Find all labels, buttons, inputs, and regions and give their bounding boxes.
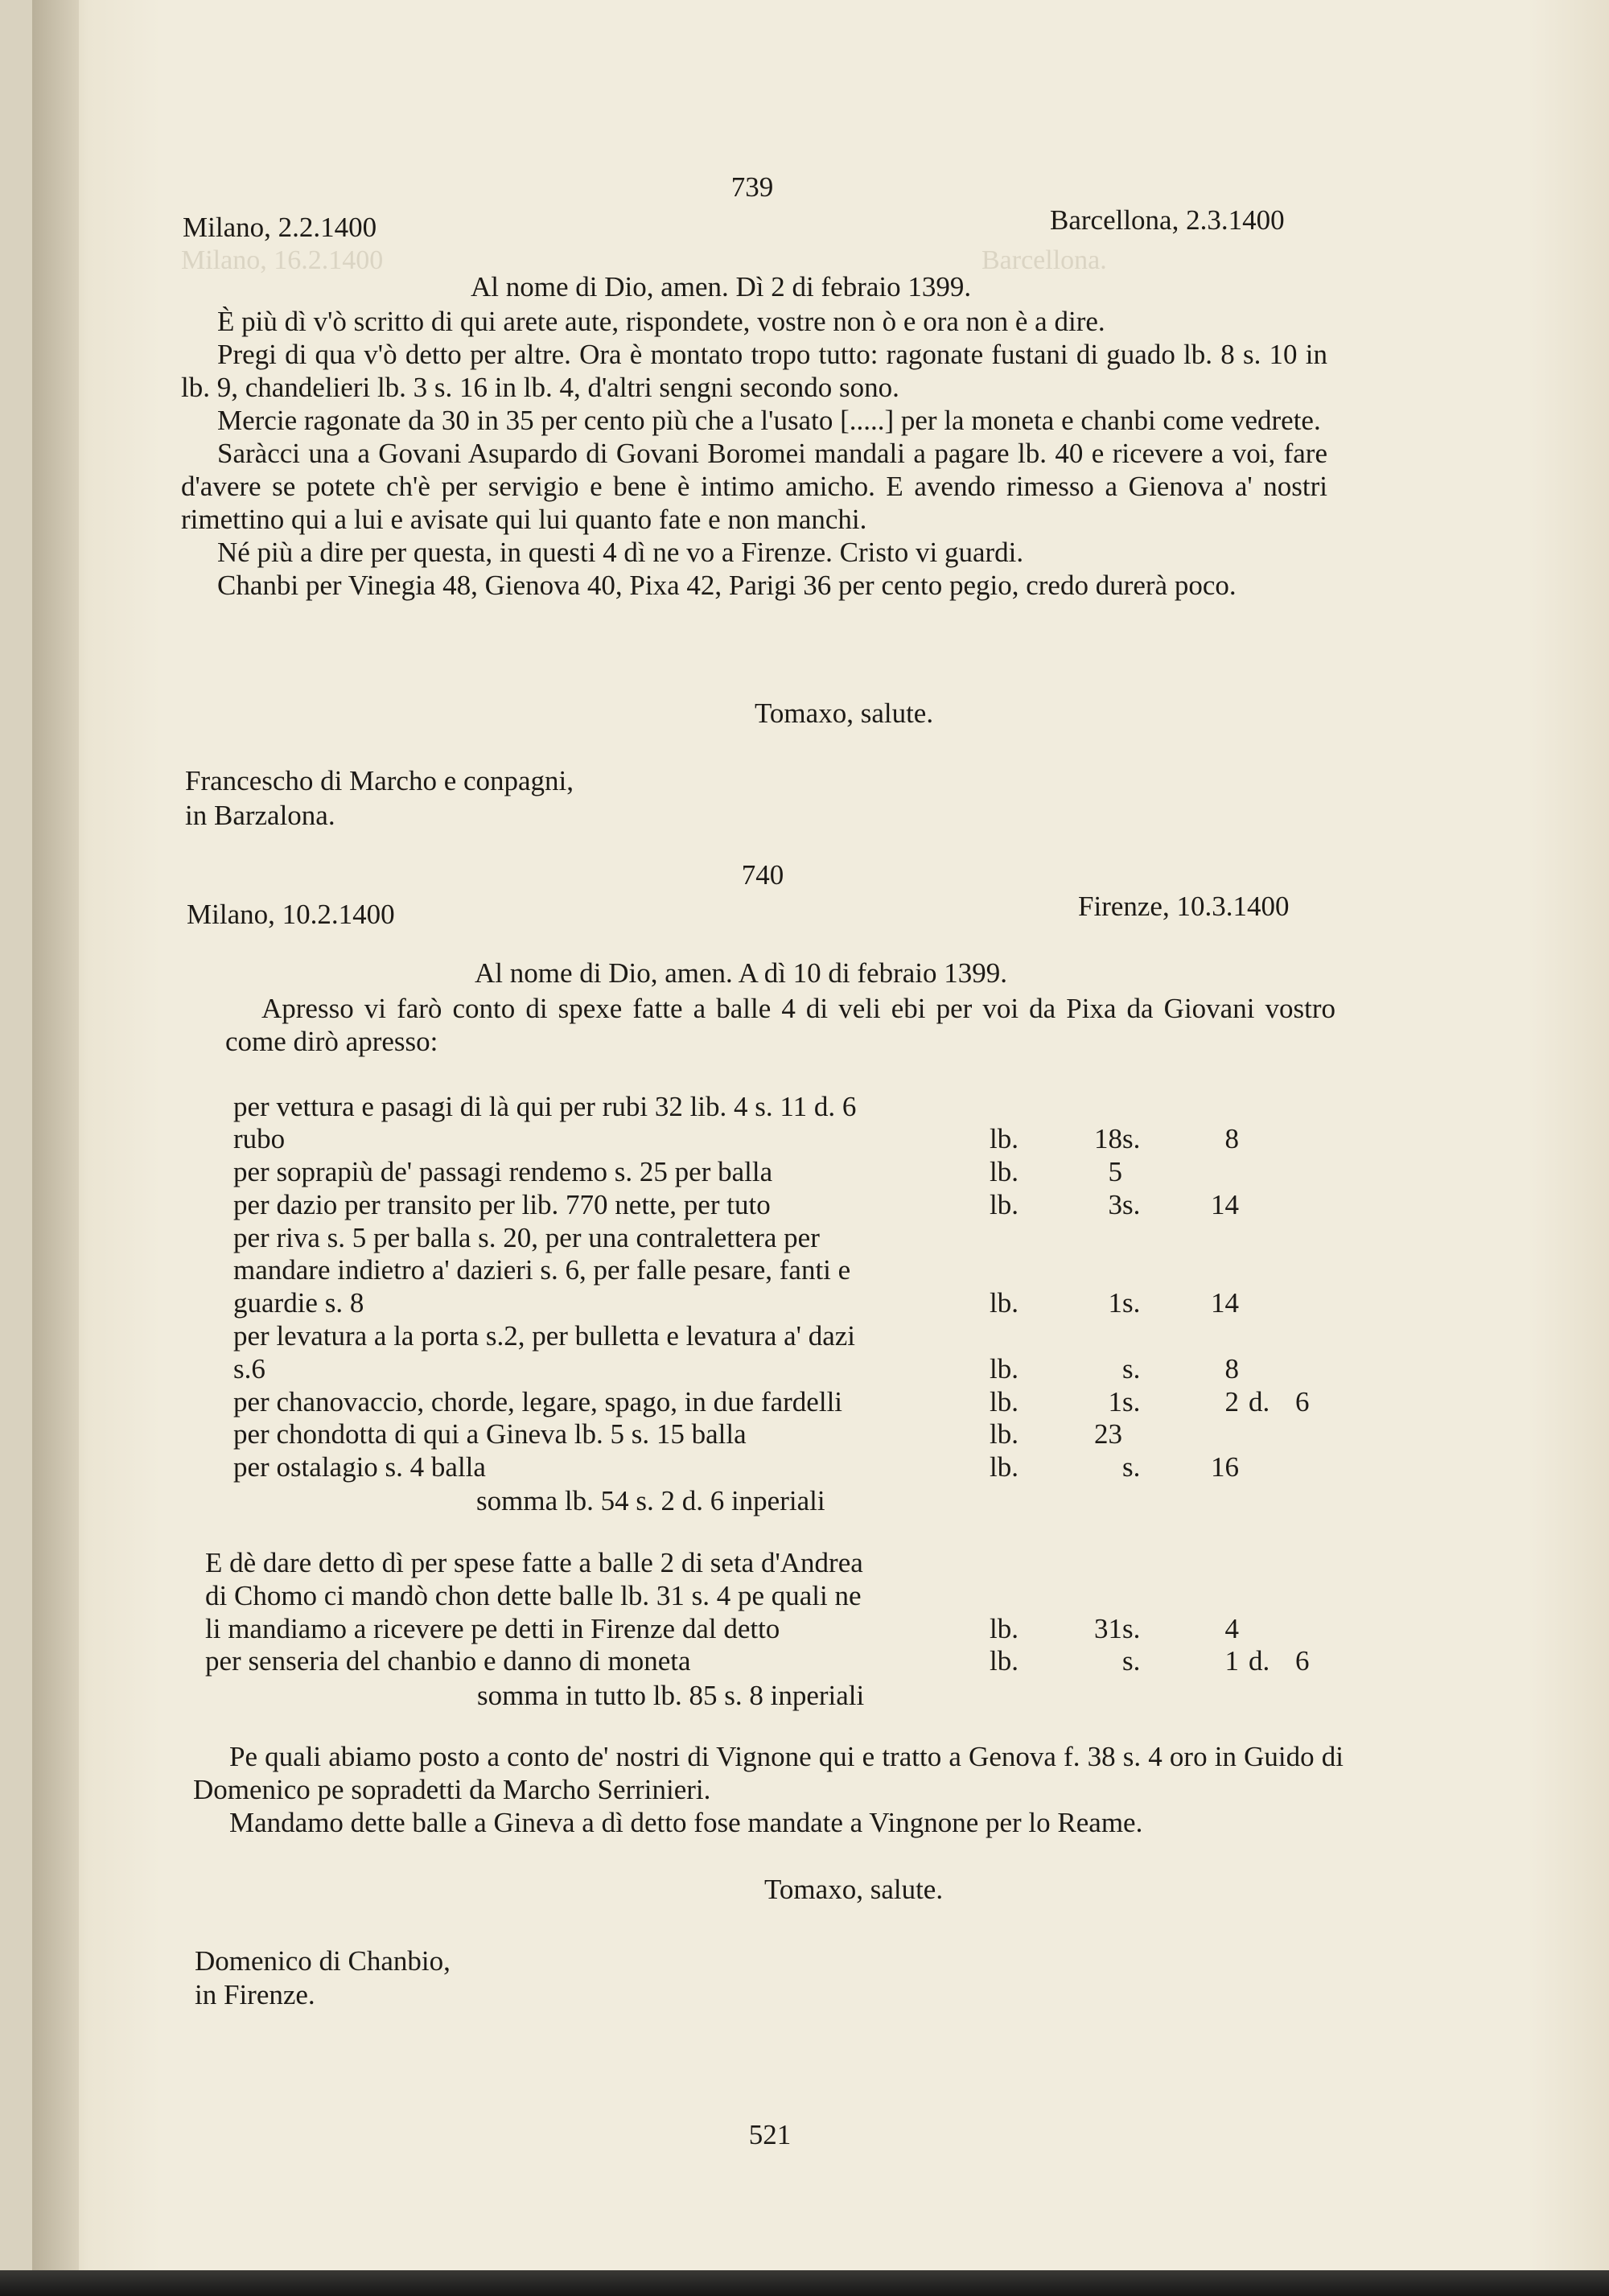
table-row	[205, 1613, 1315, 1645]
table-cell: s.	[1122, 1353, 1141, 1385]
table-cell: 6	[1295, 1645, 1310, 1677]
table-cell: rubo	[233, 1123, 286, 1154]
table-sum: somma in tutto lb. 85 s. 8 inperiali	[477, 1680, 865, 1711]
letter-body	[193, 1740, 1344, 1839]
table-cell: 8	[1224, 1123, 1239, 1154]
table-cell: 16	[1211, 1451, 1239, 1483]
table-row	[233, 1386, 1344, 1418]
table-cell: lb.	[990, 1645, 1018, 1677]
paragraph: Chanbi per Vinegia 48, Gienova 40, Pixa 42, Parigi 36 per cento pegio, credo durerà poco.	[217, 570, 1237, 601]
table-cell: lb.	[990, 1418, 1018, 1450]
table-cell: 1	[1108, 1386, 1122, 1418]
table-row	[205, 1645, 1315, 1677]
paragraph: Né più a dire per questa, in questi 4 dì ne vo a Firenze. Cristo vi guardi.	[217, 537, 1024, 568]
letter-origin: Milano, 10.2.1400	[187, 899, 395, 930]
paragraph: Mandamo dette balle a Gineva a dì detto fose mandate a Vingnone per lo Reame.	[229, 1807, 1143, 1838]
letter-destination: Barcellona, 2.3.1400	[1050, 204, 1285, 236]
table-cell: lb.	[990, 1353, 1018, 1385]
letter-origin: Milano, 2.2.1400	[183, 212, 377, 243]
table-row	[233, 1123, 1344, 1155]
table-row	[233, 1353, 1344, 1385]
bleed-through-text: Milano, 16.2.1400	[181, 245, 384, 275]
table-cell: per vettura e pasagi di là qui per rubi 32 lib. 4 s. 11 d. 6	[233, 1091, 857, 1122]
table-cell: 6	[1295, 1386, 1310, 1418]
letter-salutation: Al nome di Dio, amen. A dì 10 di febraio 1399.	[475, 957, 1007, 989]
table-row	[233, 1156, 1344, 1188]
table-cell: per chanovaccio, chorde, legare, spago, in due fardelli	[233, 1386, 843, 1418]
letter-number: 740	[741, 859, 784, 891]
book-spine	[32, 0, 79, 2296]
address-line: Domenico di Chanbio,	[195, 1945, 451, 1977]
address-line: Francescho di Marcho e conpagni,	[185, 765, 574, 796]
table-row	[233, 1451, 1344, 1483]
table-cell: per levatura a la porta s.2, per bulletta e levatura a' dazi	[233, 1320, 856, 1352]
table-row	[233, 1091, 1344, 1123]
table-cell: per riva s. 5 per balla s. 20, per una contralettera per	[233, 1222, 820, 1253]
table-cell: lb.	[990, 1386, 1018, 1418]
address-line: in Firenze.	[195, 1979, 315, 2010]
table-cell: d.	[1249, 1386, 1270, 1418]
table-cell: per dazio per transito per lib. 770 nette, per tuto	[233, 1189, 771, 1220]
letter-body	[181, 305, 1327, 602]
table-row	[233, 1189, 1344, 1221]
table-cell: guardie s. 8	[233, 1287, 364, 1319]
table-cell: li mandiamo a ricevere pe detti in Firenze dal detto	[205, 1613, 780, 1644]
table-cell: 14	[1211, 1189, 1239, 1220]
table-cell: 5	[1108, 1156, 1122, 1187]
table-cell: lb.	[990, 1156, 1018, 1187]
address-line: in Barzalona.	[185, 800, 335, 831]
table-cell: per chondotta di qui a Gineva lb. 5 s. 15 balla	[233, 1418, 747, 1450]
letter-destination: Firenze, 10.3.1400	[1078, 891, 1290, 922]
bleed-through-text: Barcellona.	[981, 245, 1107, 275]
table-row	[233, 1222, 1344, 1254]
table-cell: 31	[1094, 1613, 1122, 1644]
letter-number: 739	[730, 171, 774, 203]
table-cell: mandare indietro a' dazieri s. 6, per falle pesare, fanti e	[233, 1254, 851, 1286]
table-cell: s.	[1122, 1189, 1141, 1220]
table-row	[233, 1418, 1344, 1450]
table-cell: s.	[1122, 1451, 1141, 1483]
table-cell: 2	[1224, 1386, 1239, 1418]
table-sum: somma lb. 54 s. 2 d. 6 inperiali	[476, 1485, 825, 1516]
table-cell: 18	[1094, 1123, 1122, 1154]
letter-intro	[225, 992, 1335, 1058]
table-row	[233, 1287, 1344, 1319]
letter-signature: Tomaxo, salute.	[764, 1874, 944, 1905]
table-cell: 1	[1224, 1645, 1239, 1677]
table-cell: lb.	[990, 1613, 1018, 1644]
table-cell: s.	[1122, 1123, 1141, 1154]
letter-salutation: Al nome di Dio, amen. Dì 2 di febraio 1399.	[471, 271, 972, 302]
paragraph: È più dì v'ò scritto di qui arete aute, rispondete, vostre non ò e ora non è a dire.	[217, 306, 1105, 337]
paragraph: Pe quali abiamo posto a conto de' nostri di Vignone qui e tratto a Genova f. 38 s. 4 oro in Guido di Domenico pe sopradetti da Marcho Serrinieri.	[193, 1741, 1344, 1805]
table-cell: s.	[1122, 1287, 1141, 1319]
paragraph: Mercie ragonate da 30 in 35 per cento più che a l'usato [.....] per la moneta e chanbi come vedrete.	[217, 405, 1321, 436]
table-cell: 14	[1211, 1287, 1239, 1319]
table-cell: per ostalagio s. 4 balla	[233, 1451, 486, 1483]
table-cell: lb.	[990, 1123, 1018, 1154]
table-row	[233, 1254, 1344, 1286]
page-number: 521	[748, 2119, 792, 2150]
table-cell: 3	[1108, 1189, 1122, 1220]
table-cell: lb.	[990, 1189, 1018, 1220]
letter-signature: Tomaxo, salute.	[755, 697, 934, 729]
table-cell: di Chomo ci mandò chon dette balle lb. 31 s. 4 pe quali ne	[205, 1580, 862, 1611]
table-cell: d.	[1249, 1645, 1270, 1677]
table-cell: per soprapiù de' passagi rendemo s. 25 per balla	[233, 1156, 773, 1187]
table-row	[205, 1547, 1315, 1579]
table-cell: s.6	[233, 1353, 265, 1385]
table-cell: E dè dare detto dì per spese fatte a balle 2 di seta d'Andrea	[205, 1547, 863, 1578]
table-cell: s.	[1122, 1645, 1141, 1677]
table-cell: 23	[1094, 1418, 1122, 1450]
paragraph: Apresso vi farò conto di spexe fatte a balle 4 di veli ebi per voi da Pixa da Giovani vostro come dirò apresso:	[225, 993, 1335, 1057]
table-row	[205, 1580, 1315, 1612]
paragraph: Saràcci una a Govani Asupardo di Govani Boromei mandali a pagare lb. 40 e ricevere a voi, fare d'avere se potete ch'è per servigio e bene è intimo amicho. E avendo rimesso a Gienova a' nostri rimettino qui a lui e avisate qui lui quanto fate e non manchi.	[181, 438, 1327, 535]
paragraph: Pregi di qua v'ò detto per altre. Ora è montato tropo tutto: ragonate fustani di guado lb. 8 s. 10 in lb. 9, chandelieri lb. 3 s. 16 in lb. 4, d'altri sengni secondo sono.	[181, 339, 1327, 403]
table-row	[233, 1320, 1344, 1352]
table-cell: lb.	[990, 1287, 1018, 1319]
scan-bottom-edge	[0, 2270, 1609, 2296]
table-cell: 1	[1108, 1287, 1122, 1319]
table-cell: per senseria del chanbio e danno di moneta	[205, 1645, 691, 1677]
book-page	[32, 0, 1609, 2296]
table-cell: 8	[1224, 1353, 1239, 1385]
table-cell: 4	[1224, 1613, 1239, 1644]
table-cell: s.	[1122, 1386, 1141, 1418]
table-cell: s.	[1122, 1613, 1141, 1644]
table-cell: lb.	[990, 1451, 1018, 1483]
